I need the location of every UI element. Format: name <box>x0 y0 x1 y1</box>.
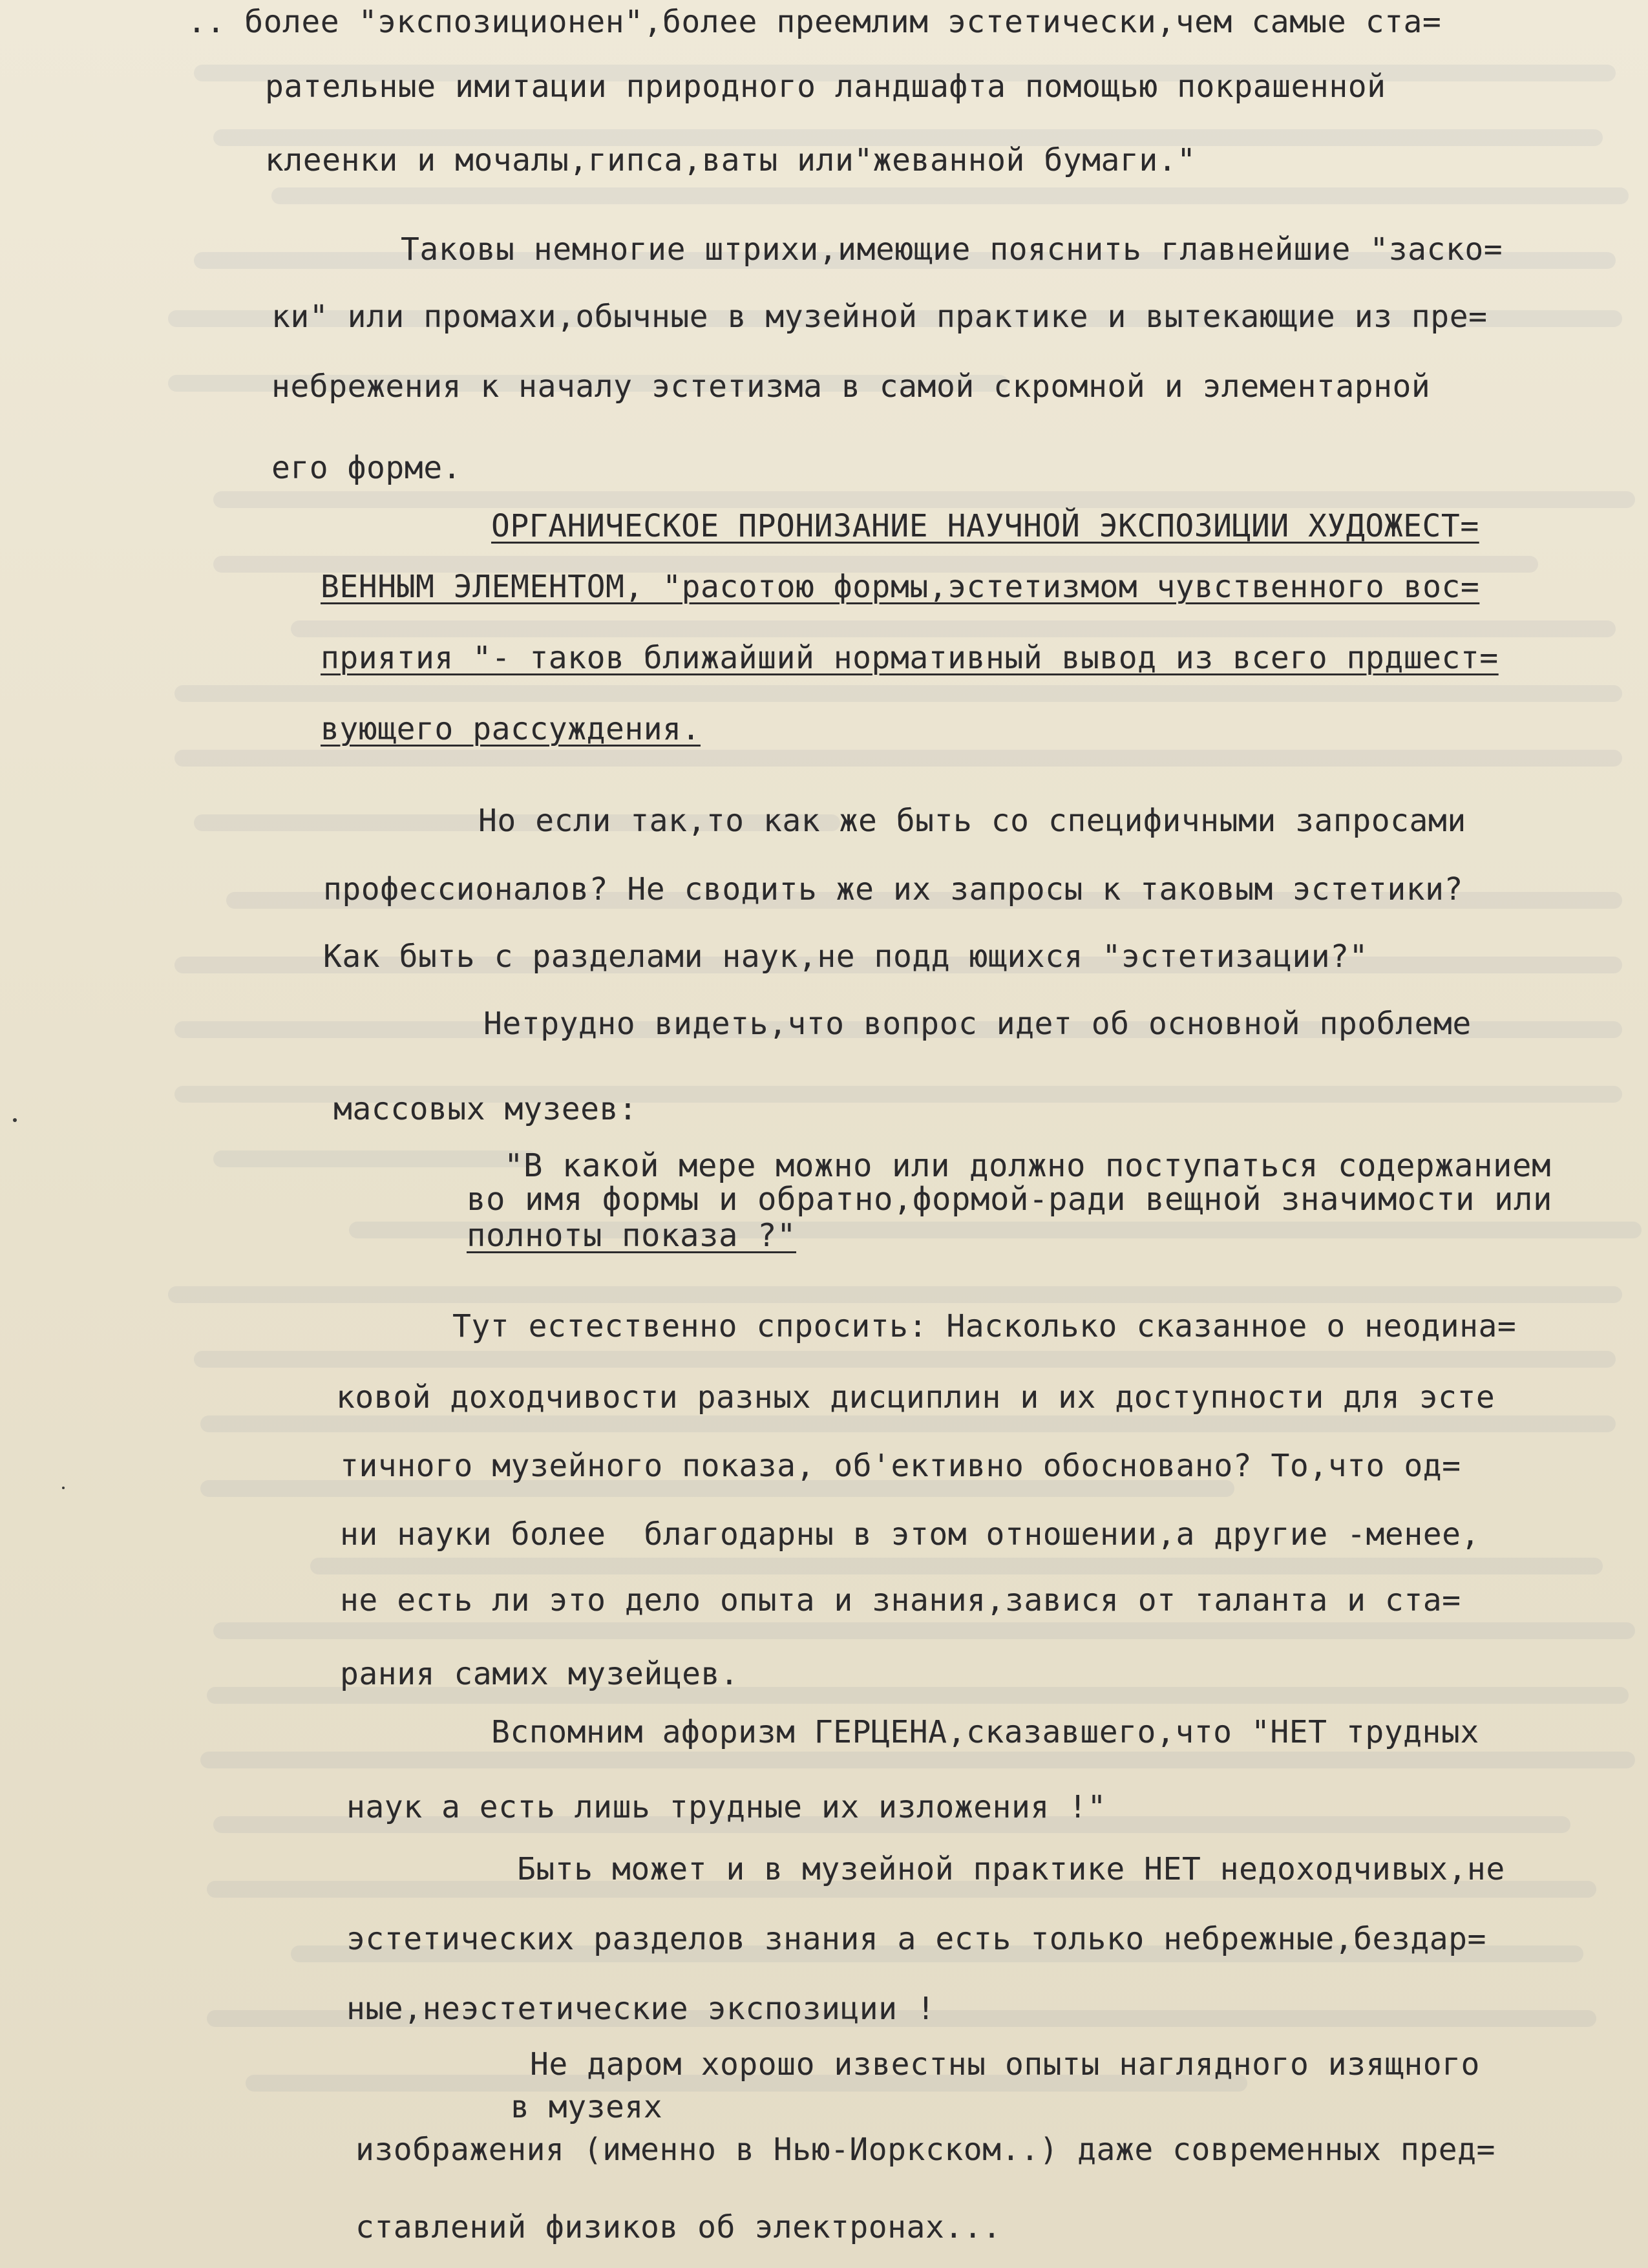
text-line: ни науки более благодарны в этом отношении,а другие -менее, <box>340 1516 1480 1553</box>
text-line: ки" или промахи,обычные в музейной практике и вытекающие из пре= <box>271 299 1488 335</box>
text-line: ковой доходчивости разных дисциплин и их доступности для эсте <box>336 1379 1495 1415</box>
text-line: рательные имитации природного ландшафта помощью покрашенной <box>265 69 1386 105</box>
text-line: Тут естественно спросить: Насколько сказанное о неодина= <box>452 1308 1517 1344</box>
text-line: Но если так,то как же быть со специфичными запросами <box>478 803 1466 839</box>
text-line: Таковы немногие штрихи,имеющие пояснить главнейшие "заско= <box>401 231 1503 268</box>
text-line: Нетрудно видеть,что вопрос идет об основной проблеме <box>483 1006 1472 1042</box>
text-line: ные,неэстетические экспозиции ! <box>346 1991 936 2027</box>
text-line: небрежения к началу эстетизма в самой скромной и элементарной <box>271 368 1431 405</box>
text-line: Быть может и в музейной практике НЕТ недоходчивых,не <box>517 1851 1505 1887</box>
text-line: тичного музейного показа, об'ективно обосновано? То,что од= <box>340 1448 1461 1484</box>
text-line: .. более "экспозиционен",более преемлим эстетически,чем самые ста= <box>187 4 1442 40</box>
heading-line: приятия "- таков ближайший нормативный вывод из всего прдшест= <box>321 640 1499 676</box>
ink-speck <box>13 1118 17 1122</box>
insertion-line: в музеях <box>511 2089 663 2125</box>
text-line: профессионалов? Не сводить же их запросы к таковым эстетики? <box>323 871 1463 907</box>
heading-line: вующего рассуждения. <box>321 711 701 747</box>
text-line: Как быть с разделами наук,не подд ющихся "эстетизации?" <box>323 938 1368 975</box>
quote-line: "В какой мере можно или должно поступаться содержанием <box>504 1147 1552 1184</box>
quote-line: полноты показа ?" <box>467 1217 797 1254</box>
ink-speck <box>62 1487 65 1489</box>
text-line: Не даром хорошо известны опыты наглядного изящного <box>530 2046 1480 2083</box>
text-line: изображения (именно в Нью-Иоркском..) даже современных пред= <box>355 2132 1495 2168</box>
text-line: не есть ли это дело опыта и знания,завися от таланта и ста= <box>340 1582 1461 1618</box>
text-line: эстетических разделов знания а есть только небрежные,бездар= <box>346 1921 1486 1957</box>
text-line: массовых музеев: <box>333 1091 638 1127</box>
text-line: рания самих музейцев. <box>340 1656 739 1692</box>
heading-line: ОРГАНИЧЕСКОЕ ПРОНИЗАНИЕ НАУЧНОЙ ЭКСПОЗИЦИИ ХУДОЖЕСТ= <box>491 508 1479 544</box>
quote-line: во имя формы и обратно,формой-ради вещной значимости или <box>467 1181 1553 1218</box>
text-line: наук а есть лишь трудные их изложения !" <box>346 1789 1106 1825</box>
text-line: ставлений физиков об электронах... <box>355 2209 1002 2245</box>
text-line: его форме. <box>271 450 461 486</box>
text-line: клеенки и мочалы,гипса,ваты или"жеванной бумаги." <box>265 142 1196 178</box>
heading-line: ВЕННЫМ ЭЛЕМЕНТОМ, "расотою формы,эстетизмом чувственного вос= <box>321 569 1480 605</box>
text-line: Вспомним афоризм ГЕРЦЕНА,сказавшего,что "НЕТ трудных <box>491 1714 1479 1750</box>
